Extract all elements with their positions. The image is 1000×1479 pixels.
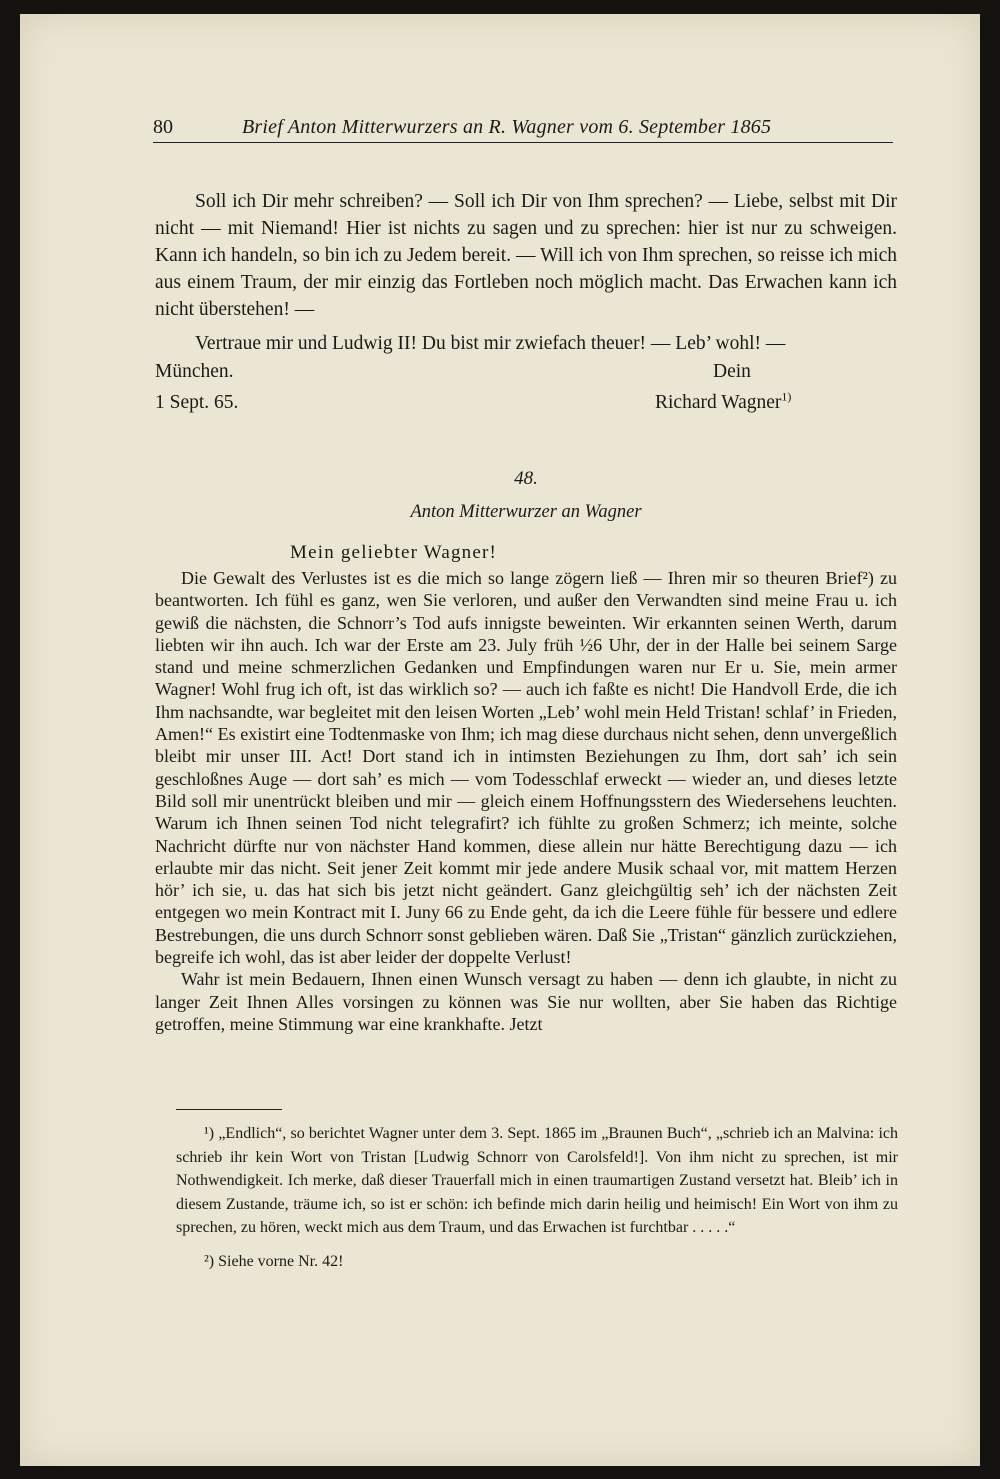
- salutation: Mein geliebter Wagner!: [290, 542, 498, 563]
- letter-signoff: [155, 356, 835, 418]
- signature-line: [655, 387, 791, 418]
- letter-wagner-text: [155, 188, 897, 357]
- letter-mitterwurzer-text: [155, 540, 897, 1035]
- date-line: 1 Sept. 65.: [155, 392, 239, 413]
- closing-line: Dein: [713, 361, 751, 382]
- paragraph: Vertraue mir und Ludwig II! Du bist mir zwiefach theuer! — Leb’ wohl! —: [195, 333, 786, 354]
- footnote: ¹) „Endlich“, so berichtet Wagner unter dem 3. Sept. 1865 im „Braunen Buch“, „schrieb ich an Malvina: ich schrieb ihr kein Wort von Tristan [Ludwig Schnorr von Carolsfeld!]. Von ihm nicht zu sprechen, ist mir Nothwendigkeit. Ich merke, daß dieser Trauerfall mich in einen traumartigen Zustand versetzt hat. Bleib’ ich in diesem Zustande, träume ich, so ist er schön: ich befinde mich darin heilig und heimisch! Ein Wort von ihm zu sprechen, zu hören, weckt mich aus dem Traum, und das Erwachen ist furchtbar . . . . .“: [176, 1125, 898, 1236]
- page-number: 80: [153, 116, 173, 138]
- footnote-ref: 1): [781, 389, 792, 404]
- letter-title: Anton Mitterwurzer an Wagner: [410, 502, 642, 522]
- place-line: München.: [155, 361, 234, 382]
- signature-text: Richard Wagner: [655, 392, 782, 413]
- letter-number: 48.: [514, 468, 538, 489]
- paragraph: Wahr ist mein Bedauern, Ihnen einen Wunsch versagt zu haben — denn ich glaubte, in nicht zu langer Zeit Ihnen Alles vorsingen zu können was Sie nur wollten, aber Sie haben das Richtige getroffen, meine Stimmung war eine krankhafte. Jetzt: [155, 969, 897, 1034]
- footnotes: [176, 1122, 898, 1273]
- footnote: ²) Siehe vorne Nr. 42!: [204, 1252, 344, 1270]
- running-header: [153, 112, 893, 143]
- running-title: Brief Anton Mitterwurzers an R. Wagner vom 6. September 1865: [242, 116, 772, 138]
- paragraph: Die Gewalt des Verlustes ist es die mich so lange zögern ließ — Ihren mir so theuren Brief²) zu beantworten. Ich fühl es ganz, wen Sie verloren, und außer den Verwandten sind meine Frau u. ich gewiß die nächsten, die Schnorr’s Tod aufs innigste beweinten. Wir erkannten seinen Werth, darum liebten wir ihn auch. Ich war der Erste am 23. July früh ½6 Uhr, der in der Halle bei seinem Sarge stand und meine schmerzlichen Gedanken und Empfindungen waren nur Er u. Sie, mein armer Wagner! Wohl frug ich oft, ist das wirklich so? — auch ich faßte es nicht! Die Handvoll Erde, die ich Ihm nachsandte, war begleitet mit den leisen Worten „Leb’ wohl mein Held Tristan! schlaf’ in Frieden, Amen!“ Es existirt eine Todtenmaske von Ihm; ich mag diese durchaus nicht sehen, denn unvergeßlich bleibt mir unser III. Act! Dort stand ich in intimsten Beziehungen zu Ihm, dort sah’ ich sein geschloßnes Auge — dort sah’ es mich — vom Todesschlaf erweckt — wieder an, und dieses letzte Bild soll mir unentrückt bleiben und mir — gleich einem Hoffnungsstern des Wiedersehens leuchten. Warum ich Ihnen seinen Tod nicht telegrafirt? ich fühlte zu großen Schmerz; ich meinte, solche Nachricht dürfte nur von nächster Hand kommen, diese allein nur hätte Berechtigung dazu — ich erlaubte mir das nicht. Seit jener Zeit kommt mir jede andere Musik schaal vor, mit mattem Herzen hör’ ich sie, u. das hat sich bis jetzt nicht geändert. Ganz gleichgültig seh’ ich der nächsten Zeit entgegen wo mein Kontract mit I. Juny 66 zu Ende geht, da ich die Leere fühle für bessere und edlere Bestrebungen, die uns durch Schnorr sonst geblieben wären. Daß Sie „Tristan“ gänzlich zurückziehen, begreife ich wohl, das ist aber leider der doppelte Verlust!: [155, 568, 897, 968]
- paragraph: Soll ich Dir mehr schreiben? — Soll ich Dir von Ihm sprechen? — Liebe, selbst mit Dir nicht — mit Niemand! Hier ist nichts zu sagen und zu sprechen: hier ist nur zu schweigen. Kann ich handeln, so bin ich zu Jedem bereit. — Will ich von Ihm sprechen, so reisse ich mich aus einem Traum, der mir einzig das Fortleben noch möglich macht. Das Erwachen kann ich nicht überstehen! —: [155, 191, 897, 320]
- footnote-divider: [176, 1109, 282, 1110]
